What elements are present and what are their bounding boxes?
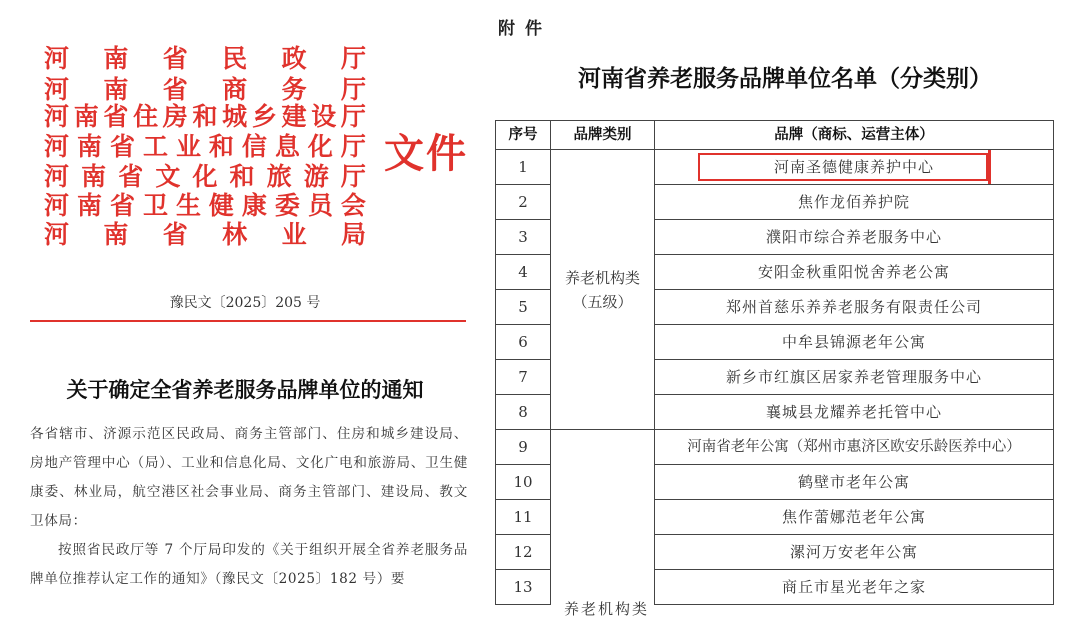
category-cell [551, 150, 655, 430]
brand-name: 襄城县龙耀养老托管中心 [655, 395, 1054, 430]
agency-char: 工 [142, 132, 168, 161]
agency-char: 南 [103, 220, 129, 249]
notice-recipients: 各省辖市、济源示范区民政局、商务主管部门、住房和城乡建设局、房地产管理中心（局）、工业和信息化局、文化广电和旅游局、卫生健康委、林业局，航空港区社会事业局、商务主管部门、建设局、教文卫体局： [30, 426, 468, 529]
row-number: 2 [496, 185, 551, 220]
agency-char: 文 [155, 162, 181, 191]
agency-char: 省 [162, 44, 188, 73]
table-header-row [496, 121, 1054, 150]
agency-char: 健 [208, 191, 234, 220]
agency-char: 厅 [340, 132, 366, 161]
document-number: 豫民文〔2025〕205 号 [169, 295, 321, 311]
agency-name-4 [44, 131, 366, 162]
row-number: 1 [496, 150, 551, 185]
agency-char: 卫 [142, 191, 168, 220]
agency-char: 乡 [251, 102, 277, 131]
header-brand: 品牌（商标、运营主体） [655, 121, 1054, 150]
agency-char: 旅 [266, 162, 292, 191]
attachment-page [490, 0, 1080, 618]
agency-char: 业 [281, 220, 307, 249]
brand-rows [496, 150, 1054, 605]
agency-char: 员 [307, 191, 333, 220]
agency-char: 息 [274, 132, 300, 161]
agency-char: 南 [76, 191, 102, 220]
notice-body [30, 420, 468, 594]
agency-char: 河 [44, 162, 70, 191]
brand-name: 商丘市星光老年之家 [655, 570, 1054, 605]
notice-title: 关于确定全省养老服务品牌单位的通知 [66, 377, 424, 402]
brand-name: 漯河万安老年公寓 [655, 535, 1054, 570]
agency-char: 省 [162, 75, 188, 104]
agency-char: 房 [162, 102, 188, 131]
agency-char: 会 [340, 191, 366, 220]
brand-name: 河南圣德健康养护中心 [655, 150, 1054, 185]
attachment-title: 河南省养老服务品牌单位名单（分类别） [578, 65, 992, 92]
agency-char: 化 [307, 132, 333, 161]
agency-char: 省 [109, 191, 135, 220]
agency-char: 住 [133, 102, 159, 131]
category-2-label-partial: 养老机构类 [564, 600, 650, 618]
agency-char: 南 [103, 75, 129, 104]
agency-char: 厅 [340, 75, 366, 104]
agency-char: 河 [44, 132, 70, 161]
row-number: 8 [496, 395, 551, 430]
header-number: 序号 [496, 121, 551, 150]
agency-char: 和 [192, 102, 218, 131]
red-divider-line [30, 320, 466, 322]
agency-char: 康 [241, 191, 267, 220]
header-category: 品牌类别 [551, 121, 655, 150]
highlight-mark [988, 150, 991, 184]
agency-char: 局 [340, 220, 366, 249]
agency-char: 化 [192, 162, 218, 191]
agency-char: 河 [44, 220, 70, 249]
agency-char: 厅 [340, 102, 366, 131]
row-number: 11 [496, 500, 551, 535]
attachment-label: 附件 [498, 19, 552, 39]
brand-name: 焦作龙佰养护院 [655, 185, 1054, 220]
brand-list-table [495, 120, 1054, 605]
agency-name-3 [44, 101, 366, 132]
brand-name: 中牟县锦源老年公寓 [655, 325, 1054, 360]
category-label: 养老机构类 [564, 268, 640, 287]
agency-char: 和 [229, 162, 255, 191]
brand-name: 濮阳市综合养老服务中心 [655, 220, 1054, 255]
agency-char: 城 [222, 102, 248, 131]
agency-char: 业 [175, 132, 201, 161]
category-level: （五级） [572, 292, 633, 311]
agency-char: 省 [118, 162, 144, 191]
agency-char: 和 [208, 132, 234, 161]
row-number: 4 [496, 255, 551, 290]
row-number: 3 [496, 220, 551, 255]
agency-char: 河 [44, 102, 70, 131]
agency-char: 河 [44, 44, 70, 73]
row-number: 7 [496, 360, 551, 395]
agency-char: 建 [281, 102, 307, 131]
agency-char: 南 [76, 132, 102, 161]
agency-char: 厅 [340, 44, 366, 73]
row-number: 5 [496, 290, 551, 325]
brand-name: 新乡市红旗区居家养老管理服务中心 [655, 360, 1054, 395]
brand-name: 焦作蕾娜范老年公寓 [655, 500, 1054, 535]
notice-page [0, 0, 490, 608]
agency-char: 南 [73, 102, 99, 131]
agency-char: 河 [44, 75, 70, 104]
category-cell-2 [551, 430, 655, 605]
table-row [496, 150, 1054, 185]
row-number: 13 [496, 570, 551, 605]
agency-char: 游 [303, 162, 329, 191]
agency-char: 厅 [340, 162, 366, 191]
agency-char: 民 [222, 44, 248, 73]
document-type-label: 文件 [384, 130, 468, 177]
agency-char: 省 [162, 220, 188, 249]
agency-char: 南 [103, 44, 129, 73]
row-number: 6 [496, 325, 551, 360]
agency-char: 省 [103, 102, 129, 131]
agency-char: 政 [281, 44, 307, 73]
row-number: 12 [496, 535, 551, 570]
agency-char: 南 [81, 162, 107, 191]
agency-name-5 [44, 161, 366, 192]
agency-char: 省 [109, 132, 135, 161]
agency-char: 商 [222, 75, 248, 104]
notice-paragraph: 按照省民政厅等 7 个厅局印发的《关于组织开展全省养老服务品牌单位推荐认定工作的通知》（豫民文〔2025〕182 号）要 [30, 542, 468, 587]
brand-name: 安阳金秋重阳悦舍养老公寓 [655, 255, 1054, 290]
agency-char: 河 [44, 191, 70, 220]
row-number: 9 [496, 430, 551, 465]
brand-name: 河南省老年公寓（郑州市惠济区欧安乐龄医养中心） [655, 430, 1054, 465]
agency-name-1 [44, 43, 366, 74]
table-row [496, 430, 1054, 465]
row-number: 10 [496, 465, 551, 500]
agency-name-6 [44, 190, 366, 221]
brand-name: 郑州首慈乐养养老服务有限责任公司 [655, 290, 1054, 325]
agency-char: 委 [274, 191, 300, 220]
agency-char: 生 [175, 191, 201, 220]
agency-char: 设 [311, 102, 337, 131]
agency-char: 林 [222, 220, 248, 249]
agency-name-7 [44, 219, 366, 250]
brand-name: 鹤壁市老年公寓 [655, 465, 1054, 500]
agency-char: 务 [281, 75, 307, 104]
agency-char: 信 [241, 132, 267, 161]
